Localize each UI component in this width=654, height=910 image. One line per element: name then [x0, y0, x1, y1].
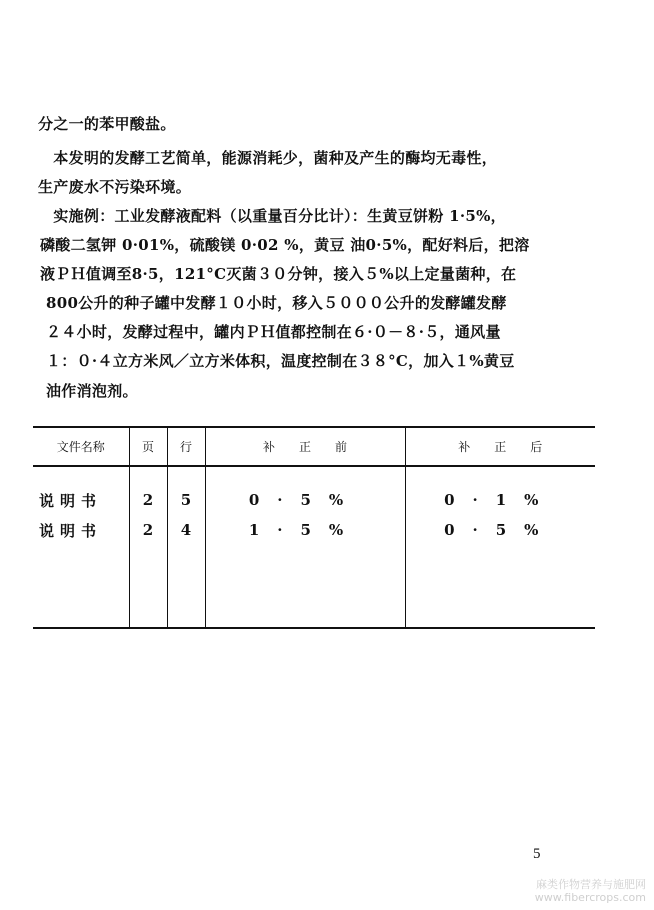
cell-file-name: 说明书	[39, 521, 103, 540]
cell-page: 2	[129, 466, 167, 515]
cell-before: 0·5%	[205, 466, 405, 515]
watermark-site-name: 麻类作物营养与施肥网	[536, 878, 646, 891]
paragraph-line: 油作消泡剂。	[46, 382, 138, 400]
paragraph-line: 磷酸二氢钾 0·01%，硫酸镁 0·02 %，黄豆 油0·5%，配好料后，把溶	[40, 236, 530, 254]
header-file-name: 文件名称	[33, 427, 129, 466]
paragraph-line: 本发明的发酵工艺简单，能源消耗少，菌种及产生的酶均无毒性，	[38, 149, 498, 167]
cell-file-name: 说明书	[39, 491, 103, 510]
cell-before: 1·5%	[205, 515, 405, 545]
paragraph-line: ２４小时，发酵过程中，罐内ＰＨ值都控制在６·０－８·５，通风量	[46, 323, 501, 341]
header-line: 行	[167, 427, 205, 466]
header-before: 补 正 前	[205, 427, 405, 466]
paragraph-line: 分之一的苯甲酸盐。	[38, 115, 176, 133]
table-empty-row	[33, 545, 595, 628]
watermark	[535, 878, 646, 904]
table-header-row	[33, 427, 595, 466]
page-number: 5	[533, 846, 541, 862]
correction-table	[33, 426, 595, 629]
watermark-url: www.fibercrops.com	[534, 891, 646, 904]
paragraph-line: １：０·４立方米风／立方米体积，温度控制在３８°C，加入１%黄豆	[46, 352, 515, 370]
cell-line: 4	[167, 515, 205, 545]
table-row	[33, 466, 595, 515]
cell-page: 2	[129, 515, 167, 545]
cell-after: 0·5%	[405, 515, 595, 545]
header-page: 页	[129, 427, 167, 466]
paragraph-line: 实施例：工业发酵液配料（以重量百分比计）：生黄豆饼粉 1·5%，	[38, 207, 506, 225]
cell-after: 0·1%	[405, 466, 595, 515]
header-after: 补 正 后	[405, 427, 595, 466]
paragraph-line: 800公升的种子罐中发酵１０小时，移入５０００公升的发酵罐发酵	[46, 294, 507, 312]
paragraph-line: 生产废水不污染环境。	[38, 178, 192, 196]
table-row	[33, 515, 595, 545]
cell-line: 5	[167, 466, 205, 515]
paragraph-line: 液ＰＨ值调至8·5，121°C灭菌３０分钟，接入５%以上定量菌种，在	[40, 265, 517, 283]
